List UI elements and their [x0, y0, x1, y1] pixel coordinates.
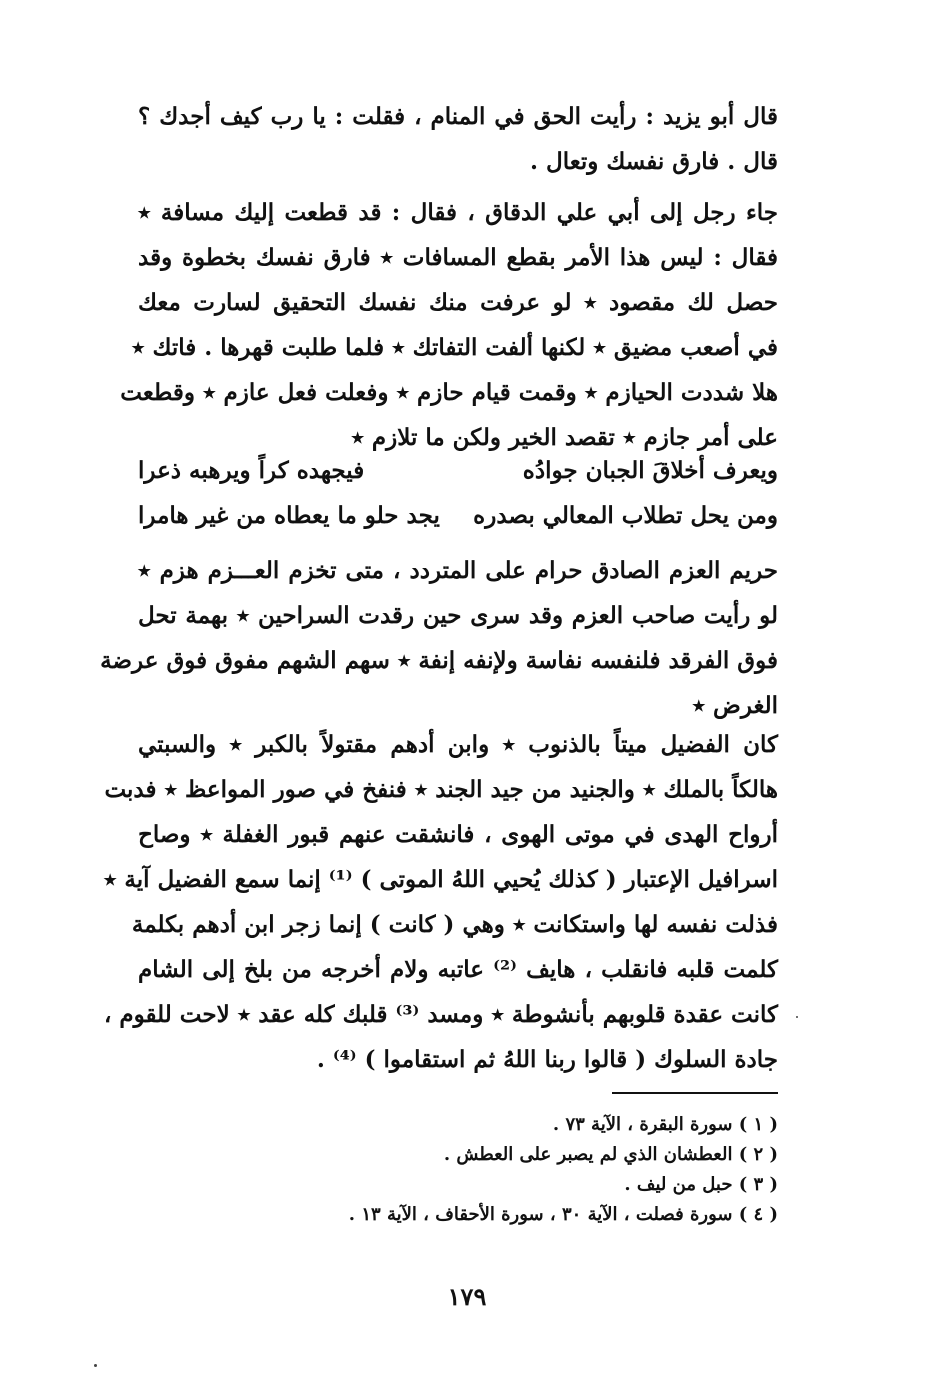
verse-first-hemistich: ويعرف أخلاقَ الجبان جوادُه [522, 457, 778, 484]
paragraph-abu-yazid [138, 94, 778, 184]
text-line: الغرض ٭ [692, 692, 778, 719]
text-line: كانت عقدة قلوبهم بأنشوطة ٭ ومسد ⁽³⁾ قلبك كله عقد ٭ لاحت للقوم ، [103, 1001, 778, 1028]
footnote-item: ( ٢ ) العطشان الذي لم يصبر على العطش . [443, 1144, 778, 1165]
text-line: قال . فارق نفسك وتعال . [530, 148, 778, 175]
text-line: فذلت نفسه لها واستكانت ٭ وهي ( كانت ) إنما زجر ابن أدهم بكلمة [131, 911, 778, 938]
footnote-item: ( ١ ) سورة البقرة ، الآية ٧٣ . [552, 1114, 778, 1135]
scan-speck [796, 1016, 798, 1018]
footnote-divider [612, 1092, 778, 1094]
paragraph-daqqaq [120, 190, 778, 460]
text-line: كلمت قلبه فانقلب ، هايف ⁽²⁾ عاتبه ولام أخرجه من بلخ إلى الشام [138, 956, 778, 983]
scan-speck [94, 1364, 97, 1367]
text-line: فوق الفرقد فلنفسه نفاسة ولإنفه إنفة ٭ سهم الشهم مفوق فوق عرضة [100, 647, 778, 674]
verse-first-hemistich: ومن يحل تطلاب المعالي بصدره [473, 502, 778, 529]
page-number: ١٧٩ [447, 1282, 487, 1311]
text-line: أرواح الهدى في موتى الهوى ، فانشقت عنهم قبور الغفلة ٭ وصاح [138, 821, 778, 848]
verse-second-hemistich: فيجهده كراً ويرهبه ذعرا [138, 457, 365, 484]
footnote-item: ( ٤ ) سورة فصلت ، الآية ٣٠ ، سورة الأحقاف ، الآية ١٣ . [348, 1204, 778, 1225]
text-line: حصل لك مقصود ٭ لو عرفت منك نفسك التحقيق لسارت معك [138, 289, 778, 316]
text-line: حريم العزم الصادق حرام على المتردد ، متى تخزم العـــزم هزم ٭ [138, 557, 778, 584]
text-line: هالكاً بالملك ٭ والجنيد من جيد الجند ٭ فنفخ في صور المواعظ ٭ فدبت [104, 776, 778, 803]
text-line: جادة السلوك ( قالوا ربنا اللهُ ثم استقاموا ) ⁽⁴⁾ . [316, 1046, 778, 1073]
text-line: هلا شددت الحيازم ٭ وقمت قيام حازم ٭ وفعلت فعل عازم ٭ وقطعت [120, 379, 778, 406]
text-line: قال أبو يزيد : رأيت الحق في المنام ، فقلت : يا رب كيف أجدك ؟ [138, 103, 778, 130]
text-line: فقال : ليس هذا الأمر بقطع المسافات ٭ فارق نفسك بخطوة وقد [138, 244, 778, 271]
footnote-item: ( ٣ ) حبل من ليف . [624, 1174, 778, 1195]
verse-line [138, 448, 778, 493]
poem-verses [138, 448, 778, 538]
text-line: جاء رجل إلى أبي علي الدقاق ، فقال : قد قطعت إليك مسافة ٭ [138, 199, 778, 226]
paragraph-fudayl [103, 722, 778, 1082]
footnotes [230, 1110, 778, 1230]
text-line: على أمر جازم ٭ تقصد الخير ولكن ما تلازم ٭ [351, 424, 778, 451]
text-line: اسرافيل الإعتبار ( كذلك يُحيي اللهُ الموتى ) ⁽¹⁾ إنما سمع الفضيل آية ٭ [103, 866, 778, 893]
verse-second-hemistich: يجد حلو ما يعطاه من غير هامرا [138, 502, 440, 529]
paragraph-resolve [100, 548, 778, 728]
text-line: لو رأيت صاحب العزم وقد سرى حين رقدت السراحين ٭ بهمة تحل [138, 602, 778, 629]
text-line: في أصعب مضيق ٭ لكنها ألفت التفاتك ٭ فلما طلبت قهرها . فاتك ٭ [131, 334, 778, 361]
text-line: كان الفضيل ميتاً بالذنوب ٭ وابن أدهم مقتولاً بالكبر ٭ والسبتي [138, 731, 778, 758]
verse-line [138, 493, 778, 538]
